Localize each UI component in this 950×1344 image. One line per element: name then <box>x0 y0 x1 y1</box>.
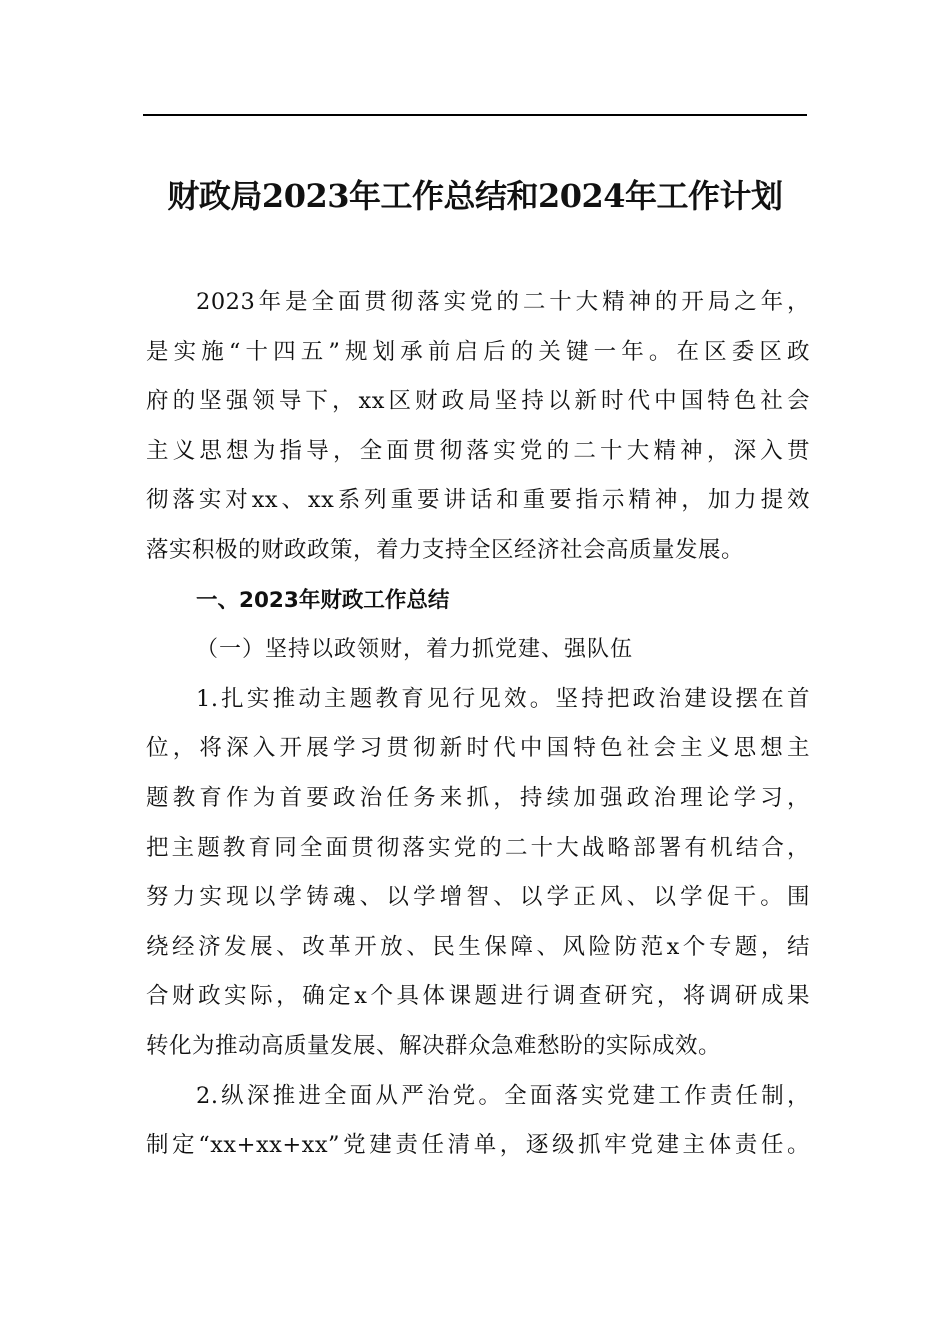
paragraph-line: 是实施“十四五”规划承前启后的关键一年。在区委区政 <box>146 338 810 365</box>
section-heading: 一、2023年财政工作总结 <box>196 587 450 613</box>
paragraph-line: 题教育作为首要政治任务来抓，持续加强政治理论学习， <box>146 784 810 811</box>
paragraph-line: 2023年是全面贯彻落实党的二十大精神的开局之年， <box>196 289 810 315</box>
paragraph-line: 制定“xx+xx+xx”党建责任清单，逐级抓牢党建主体责任。 <box>146 1132 810 1159</box>
document-body <box>146 278 810 1171</box>
paragraph-line: 落实积极的财政政策，着力支持全区经济社会高质量发展。 <box>146 536 745 563</box>
paragraph-line: 主义思想为指导，全面贯彻落实党的二十大精神，深入贯 <box>146 437 810 464</box>
paragraph-line: 合财政实际，确定x个具体课题进行调查研究，将调研成果 <box>146 983 810 1010</box>
paragraph-line: 位，将深入开展学习贯彻新时代中国特色社会主义思想主 <box>146 735 810 762</box>
paragraph-line: 府的坚强领导下，xx区财政局坚持以新时代中国特色社会 <box>146 388 810 415</box>
document-title: 财政局2023年工作总结和2024年工作计划 <box>167 177 783 215</box>
paragraph-line: 把主题教育同全面贯彻落实党的二十大战略部署有机结合， <box>146 834 810 861</box>
subsection-heading: （一）坚持以政领财，着力抓党建、强队伍 <box>196 637 634 663</box>
paragraph-line: 转化为推动高质量发展、解决群众急难愁盼的实际成效。 <box>146 1032 722 1059</box>
paragraph-line: 2.纵深推进全面从严治党。全面落实党建工作责任制， <box>196 1082 810 1109</box>
paragraph-line: 彻落实对xx、xx系列重要讲话和重要指示精神，加力提效 <box>146 487 810 514</box>
paragraph-line: 绕经济发展、改革开放、民生保障、风险防范x个专题，结 <box>146 933 810 960</box>
paragraph-line: 1.扎实推动主题教育见行见效。坚持把政治建设摆在首 <box>196 685 810 712</box>
header-rule <box>143 114 807 116</box>
paragraph-line: 努力实现以学铸魂、以学增智、以学正风、以学促干。围 <box>146 884 810 911</box>
